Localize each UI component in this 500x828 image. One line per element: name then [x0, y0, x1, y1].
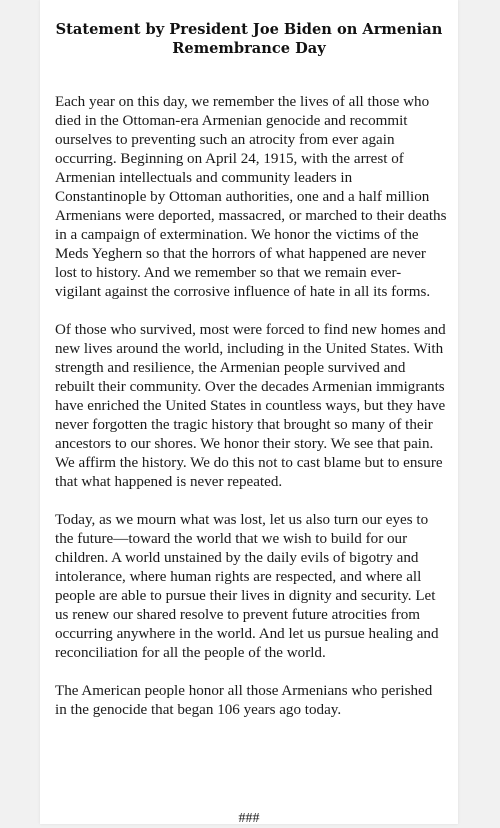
- paragraph-1: Each year on this day, we remember the lives of all those who died in the Ottoman-era Armenian genocide and recommit ourselves to preventing such an atrocity from ever again occurring. Beginning on April 24, 1915, with the arrest of Armenian intellectuals and community leaders in Constantinople by Ottoman authorities, one and a half million Armenians were deported, massacred, or marched to their deaths in a campaign of extermination. We honor the victims of the Meds Yeghern so that the horrors of what happened are never lost to history. And we remember so that we remain ever-vigilant against the corrosive influence of hate in all its forms.: [55, 94, 447, 300]
- paragraph-4: The American people honor all those Armenians who perished in the genocide that began 106 years ago today.: [55, 683, 433, 718]
- paragraph-2: Of those who survived, most were forced to find new homes and new lives around the world, including in the United States. With strength and resilience, the Armenian people survived and rebuilt their community. Over the decades Armenian immigrants have enriched the United States in countless ways, but they have never forgotten the tragic history that brought so many of their ancestors to our shores. We honor their story. We see that pain. We affirm the history. We do this not to cast blame but to ensure that what happened is never repeated.: [55, 322, 446, 490]
- paragraph-3: Today, as we mourn what was lost, let us also turn our eyes to the future—toward the world that we wish to build for our children. A world unstained by the daily evils of bigotry and intolerance, where human rights are respected, and where all people are able to pursue their lives in dignity and security. Let us renew our shared resolve to prevent future atrocities from occurring anywhere in the world. And let us pursue healing and reconciliation for all the people of the world.: [55, 512, 439, 661]
- statement-body: [55, 93, 447, 739]
- title-line-1: Statement by President Joe Biden on Armenian: [55, 21, 443, 38]
- title-line-2: Remembrance Day: [172, 40, 326, 57]
- statement-title: [40, 20, 458, 58]
- end-of-statement-mark: ###: [238, 811, 260, 826]
- document-page: [40, 0, 458, 824]
